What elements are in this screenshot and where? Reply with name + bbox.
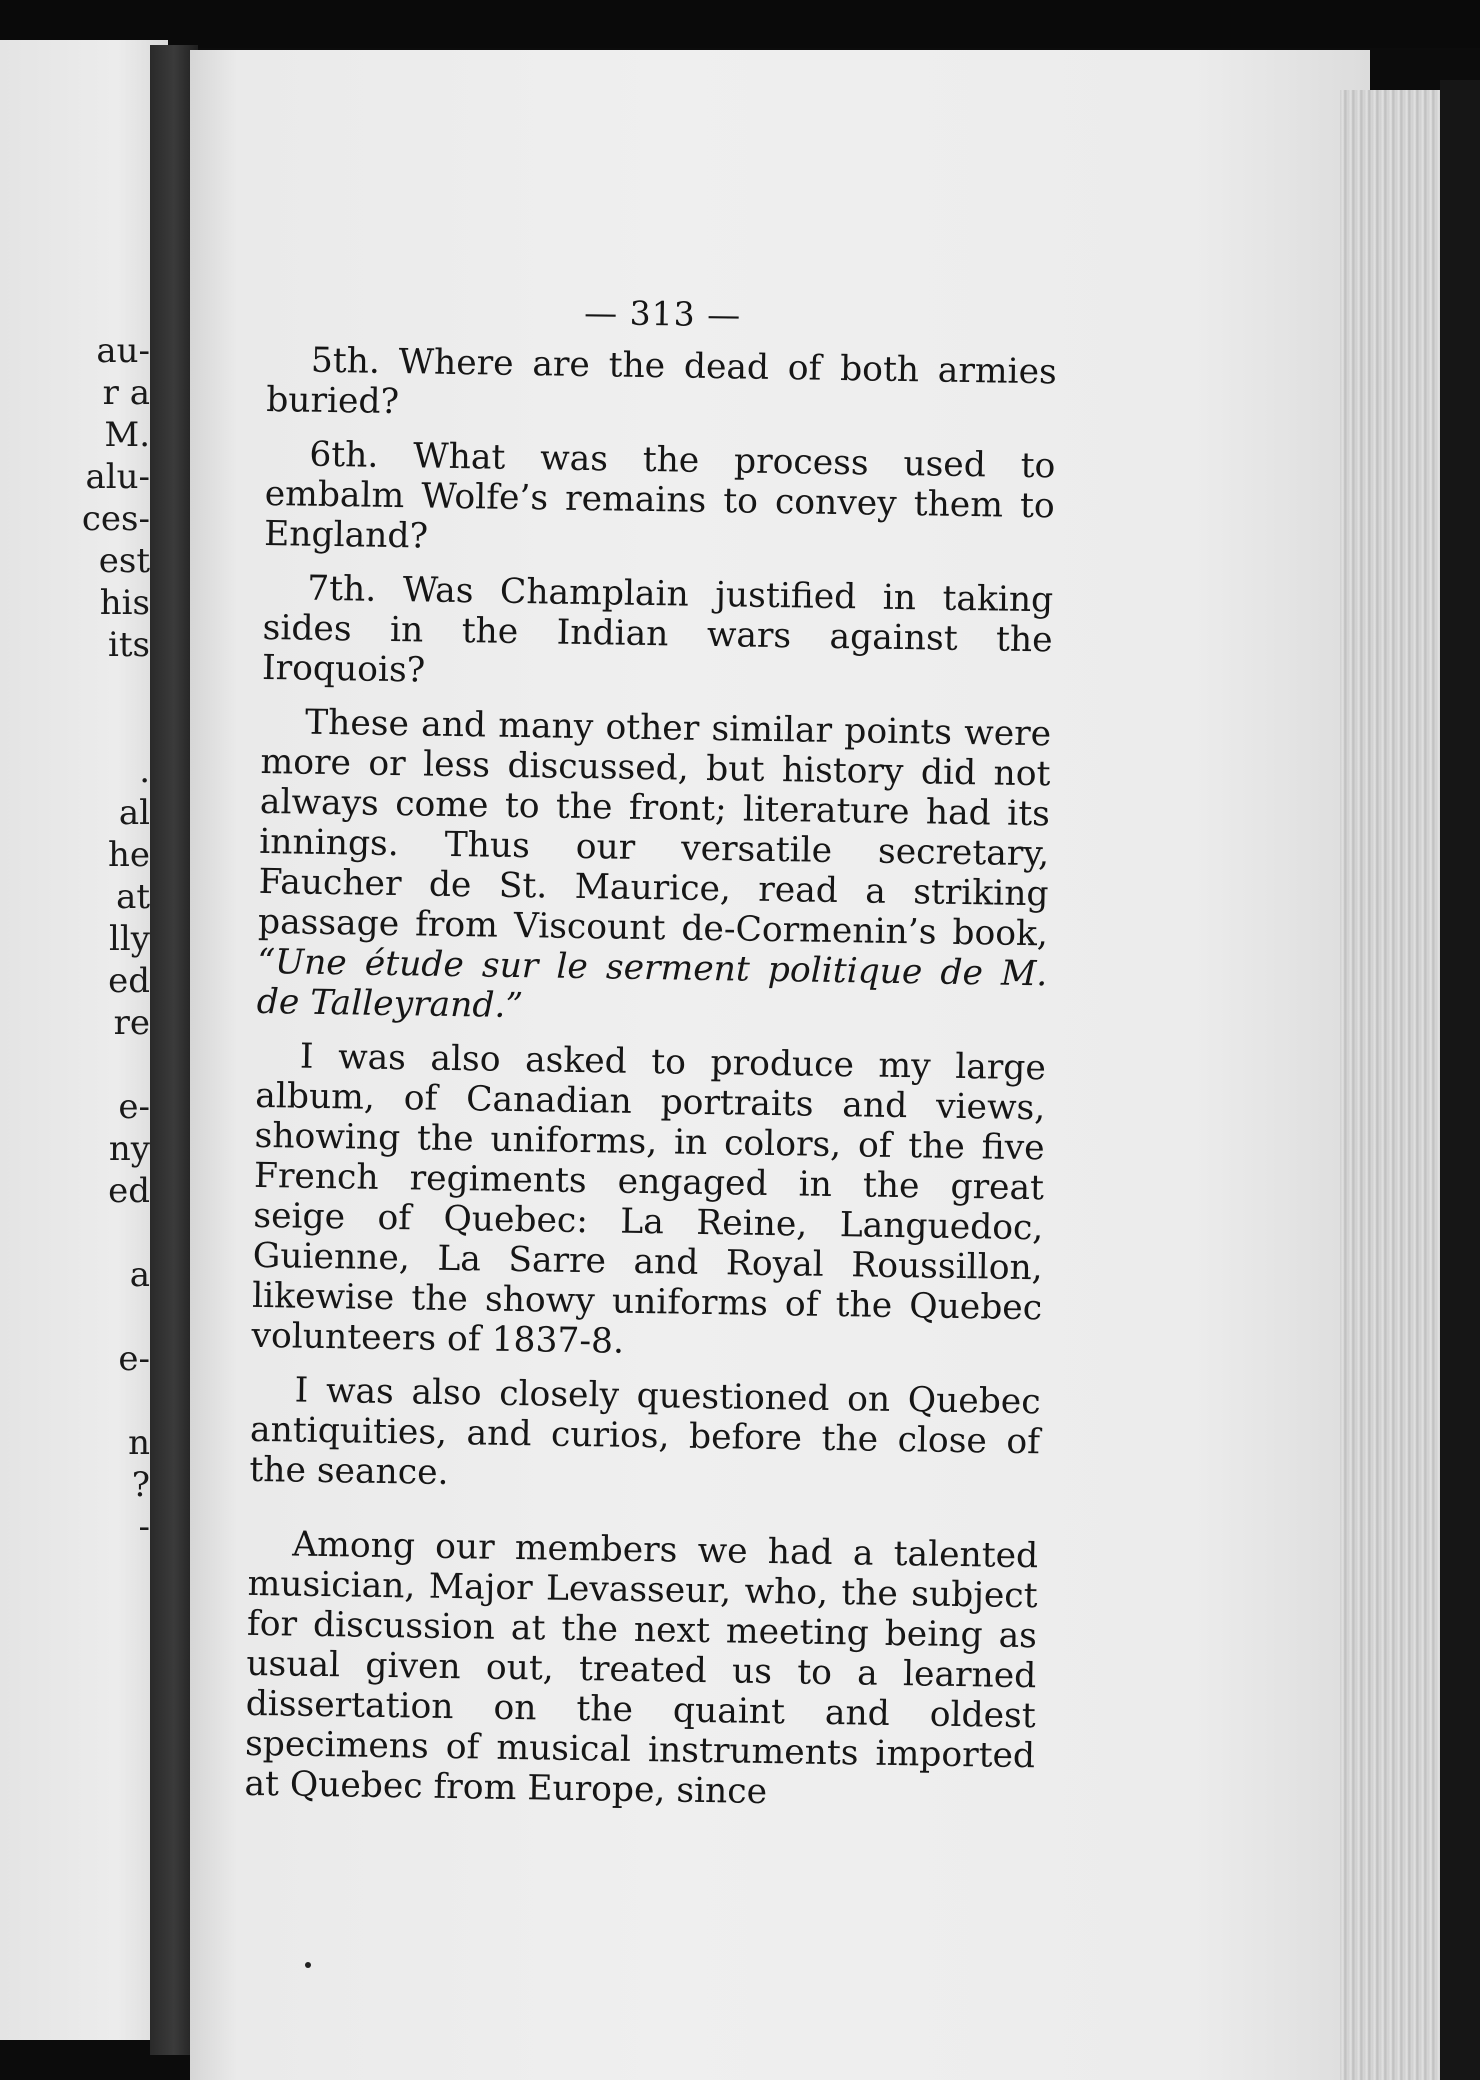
left-fragment-line: lly	[109, 919, 150, 959]
left-fragment-line: ?	[131, 1465, 150, 1505]
scan-border-right	[1440, 80, 1480, 2080]
left-fragment-line	[0, 1380, 160, 1422]
left-fragment-line: al	[118, 793, 150, 833]
left-fragment-line	[0, 1044, 160, 1086]
left-fragment-line: e-	[118, 1339, 150, 1379]
left-fragment-line: au-	[96, 331, 150, 371]
left-fragment-line: a	[129, 1255, 150, 1295]
left-fragment-line: -	[138, 1507, 150, 1547]
page-edges	[1340, 90, 1440, 2080]
left-fragment-line	[0, 1212, 160, 1254]
left-fragment-line: ed	[108, 1171, 150, 1211]
left-fragment-line: ed	[108, 961, 150, 1001]
left-fragment-line: at	[116, 877, 150, 917]
left-fragment-line: its	[108, 625, 150, 665]
left-fragment-line: he	[107, 835, 150, 875]
paragraph-6th: 6th. What was the process used to embalm Wolfe’s remains to convey them to England?	[263, 434, 1056, 557]
left-fragment-line: alu-	[85, 457, 150, 497]
paragraph-discussed-points	[256, 702, 1051, 1034]
left-fragment-line: ces-	[81, 499, 150, 539]
scan-speck	[305, 1962, 311, 1968]
left-fragment-line: ny	[108, 1129, 150, 1169]
left-fragment-line	[0, 1296, 160, 1338]
scan-border-top	[0, 0, 1480, 48]
left-fragment-line: re	[113, 1003, 150, 1043]
paragraph-5th: 5th. Where are the dead of both armies buried?	[265, 340, 1058, 423]
paragraph-7th: 7th. Was Champlain justified in taking sides in the Indian wars against the Iroquois?	[261, 568, 1054, 691]
page-text-block	[244, 288, 1058, 1830]
left-fragment-line	[0, 708, 160, 750]
paragraph-album: I was also asked to produce my large album, of Canadian portraits and views, showing the uniforms, in colors, of the five French regiments engaged in the great seige of Quebec: La Reine, Languedoc, Guienne, La Sarre and Royal Roussillon, likewise the showy uniforms of the Quebec volunteers of 1837-8.	[251, 1036, 1047, 1362]
paragraph-discussed-text: These and many other similar points were more or less discussed, but history did not always come to the front; literature had its innings. Thus our versatile secretary, Faucher de St. Maurice, read a striking passage from Viscount de-Cormenin’s book,	[257, 702, 1052, 955]
left-fragment-line: M.	[104, 415, 150, 455]
paragraph-musician: Among our members we had a talented musician, Major Levasseur, who, the subject for discussion at the next meeting being as usual given out, treated us to a learned dissertation on the quaint and oldest specimens of musical instruments imported at Quebec from Europe, since	[244, 1524, 1039, 1813]
left-fragment-line: r a	[102, 373, 150, 413]
left-fragment-line: e-	[118, 1087, 150, 1127]
left-fragment-line: .	[139, 751, 150, 791]
left-fragment-line: est	[98, 541, 150, 581]
left-fragment-line: his	[99, 583, 150, 623]
left-page-text-fragments	[0, 330, 160, 1548]
left-fragment-line	[0, 666, 160, 708]
page-number: — 313 —	[583, 292, 742, 335]
left-fragment-line: n	[128, 1423, 150, 1463]
paragraph-antiquities: I was also closely questioned on Quebec antiquities, and curios, before the close of the seance.	[249, 1370, 1041, 1493]
book-title-italic: “Une étude sur le serment politique de M. de Talleyrand.”	[256, 941, 1048, 1027]
